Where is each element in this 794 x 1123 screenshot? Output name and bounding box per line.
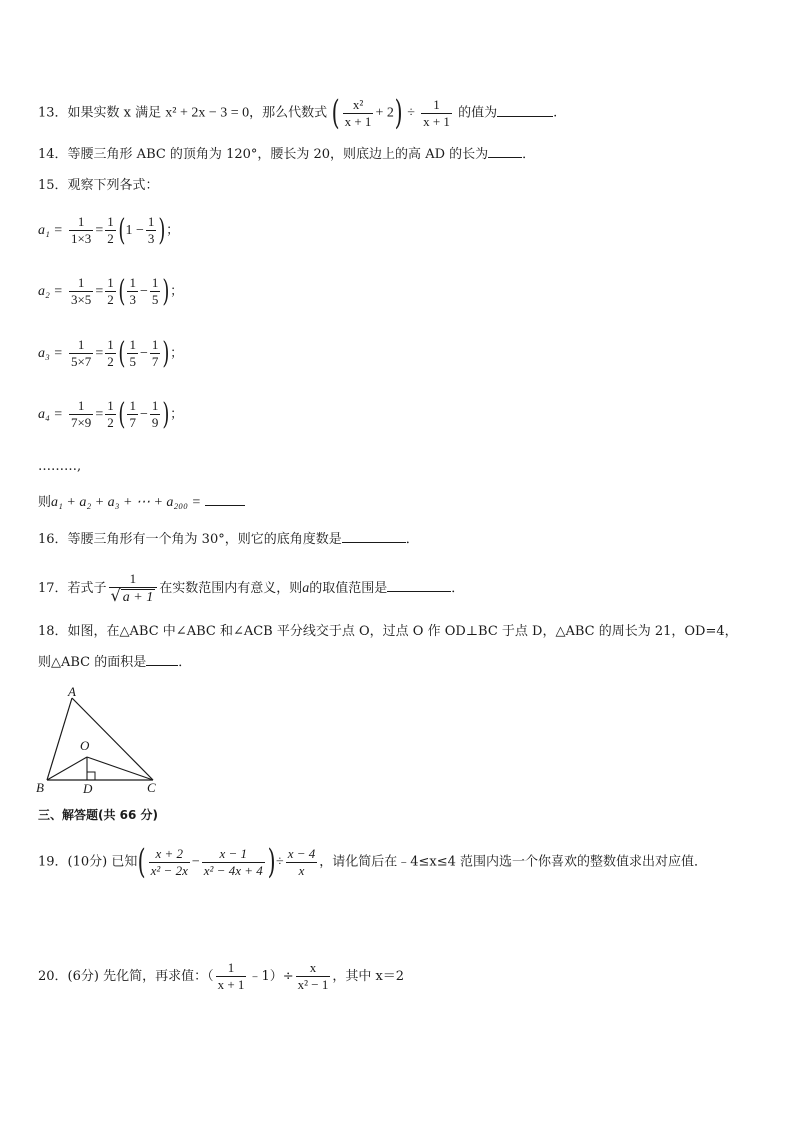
q13-divide: ÷	[407, 105, 415, 121]
row-half: $\frac{1}{2}$	[107, 275, 114, 307]
answer-blank	[497, 104, 553, 117]
row-term: $\frac{1}{3}$	[147, 214, 155, 246]
label-a: A	[68, 686, 76, 699]
q18-end: ．	[178, 655, 192, 670]
q13-plus2: + 2	[375, 105, 394, 121]
q16-text: 16．等腰三角形有一个角为 30°，则它的底角度数是	[38, 532, 342, 547]
row-minus: −	[139, 346, 148, 361]
left-paren: (	[331, 93, 340, 133]
q15-sum	[38, 493, 245, 513]
q13-fraction-1: $\frac{\text{x²}}{x + 1}$	[344, 96, 372, 129]
row-half: $\frac{1}{2}$	[107, 398, 114, 430]
answer-blank	[205, 493, 245, 506]
label-c: C	[147, 780, 156, 795]
left-paren: (	[118, 335, 126, 371]
sqrt-content: a + 1	[122, 590, 154, 605]
row-eq: =	[95, 284, 104, 299]
q17-text: 在实数范围内有意义，则	[159, 581, 303, 596]
q13-end: .	[553, 105, 558, 121]
q20-text: ，其中 x＝2	[332, 969, 405, 984]
q13-text3: 的值为	[458, 105, 498, 121]
q13-fraction-2: $\frac{1}{x + 1}$	[423, 96, 450, 129]
row-end: ；	[170, 407, 184, 422]
left-paren: (	[138, 842, 146, 882]
q15-row-3	[38, 337, 183, 370]
q17-var: a	[302, 581, 310, 596]
answer-blank	[488, 145, 522, 158]
label-o: O	[80, 738, 90, 753]
right-paren: )	[267, 842, 276, 882]
q19-fraction-3: $\frac{x - 4}{x}$	[287, 845, 316, 878]
q15-row-4	[38, 398, 183, 431]
row-term-b: $\frac{1}{9}$	[151, 398, 159, 430]
question-20	[38, 960, 404, 993]
q14-end: ．	[522, 147, 536, 162]
q17-text2: 的取值范围是	[309, 581, 388, 596]
question-18-line2	[38, 653, 191, 673]
row-end: ；	[166, 223, 180, 238]
row-eq: =	[95, 407, 104, 422]
question-16	[38, 530, 419, 550]
row-fraction: $\frac{1}{5\times 7}$	[70, 337, 92, 369]
row-eq: =	[95, 346, 104, 361]
section-3-heading: 三、解答题(共 66 分)	[38, 808, 159, 822]
row-end: ；	[170, 346, 184, 361]
q19-divide: ÷	[276, 854, 284, 870]
row-fraction: $\frac{1}{7\times 9}$	[70, 398, 92, 430]
row-term-b: $\frac{1}{7}$	[151, 337, 159, 369]
q20-fraction-1: $\frac{1}{x + 1}$	[217, 960, 245, 992]
left-paren: (	[118, 212, 126, 248]
row-half: $\frac{1}{2}$	[107, 337, 114, 369]
q15-row-1	[38, 214, 179, 247]
answer-blank	[387, 579, 451, 592]
right-paren: )	[158, 212, 166, 248]
sum-expression: a₁ + a₂ + a₃ + ⋯ + a₂₀₀ =	[51, 495, 201, 510]
q13-text2: ，那么代数式	[249, 105, 328, 121]
row-term-a: $\frac{1}{7}$	[129, 398, 136, 430]
question-15-title: 15．观察下列各式：	[38, 178, 159, 193]
sqrt-sign-icon: √	[110, 586, 121, 605]
row-lhs: a₂ =	[38, 284, 63, 299]
left-paren: (	[118, 273, 126, 309]
triangle-figure	[34, 686, 164, 796]
q19-fraction-1: $\frac{x + 2}{\text{x² − 2x}}$	[150, 845, 188, 878]
row-lhs: a₁ =	[38, 223, 63, 238]
q15-row-2	[38, 275, 183, 308]
question-13	[38, 93, 558, 133]
q18-line2-text: 则△ABC 的面积是	[38, 655, 147, 670]
row-end: ；	[170, 284, 184, 299]
q17-prefix: 17．若式子	[38, 581, 107, 596]
sum-prefix: 则	[38, 495, 52, 510]
row-half: $\frac{1}{2}$	[107, 214, 114, 246]
row-fraction: $\frac{1}{1\times 3}$	[70, 214, 92, 246]
right-angle-mark	[87, 772, 95, 780]
right-paren: )	[394, 93, 403, 133]
q13-number: 13．	[38, 105, 68, 121]
question-14	[38, 145, 535, 165]
q15-dots: ………,	[38, 459, 82, 474]
q19-minus: −	[191, 854, 200, 870]
q13-condition: x² + 2x − 3 = 0	[165, 105, 250, 121]
row-term-a: $\frac{1}{5}$	[129, 337, 136, 369]
segment-co	[87, 757, 153, 780]
right-paren: )	[162, 273, 170, 309]
answer-blank	[146, 653, 178, 666]
row-fraction: $\frac{1}{3\times 5}$	[70, 275, 92, 307]
q16-end: ．	[405, 532, 419, 547]
answer-blank	[342, 530, 406, 543]
left-paren: (	[118, 396, 126, 432]
question-18-line1: 18．如图，在△ABC 中∠ABC 和∠ACB 平分线交于点 O，过点 O 作 OD⊥BC 于点 D，△ABC 的周长为 21，OD=4，	[38, 624, 738, 639]
q20-prefix: 20．(6分) 先化简，再求值：（	[38, 969, 214, 984]
row-eq: =	[95, 223, 104, 238]
right-paren: )	[162, 396, 170, 432]
row-lhs: a₄ =	[38, 407, 63, 422]
right-paren: )	[162, 335, 170, 371]
q20-fraction-2: $\frac{x}{\text{x² − 1}}$	[297, 960, 329, 992]
question-19	[38, 842, 708, 882]
q13-text1: 如果实数 x 满足	[67, 105, 166, 121]
q19-fraction-2: $\frac{x - 1}{\text{x² − 4x + 4}}$	[203, 845, 263, 878]
row-lhs: a₃ =	[38, 346, 63, 361]
row-term-b: $\frac{1}{5}$	[151, 275, 159, 307]
row-term-a: $\frac{1}{3}$	[129, 275, 136, 307]
q19-text: ，请化简后在﹣4≤x≤4 范围内选一个你喜欢的整数值求出对应值．	[319, 854, 708, 870]
q14-text: 14．等腰三角形 ABC 的顶角为 120°，腰长为 20，则底边上的高 AD 的长为	[38, 147, 489, 162]
question-17	[38, 571, 464, 606]
row-one: 1 −	[125, 223, 144, 238]
row-minus: −	[139, 407, 148, 422]
q20-minus1: ﹣1）÷	[248, 969, 294, 984]
q17-end: ．	[451, 581, 465, 596]
label-b: B	[36, 780, 44, 795]
row-minus: −	[139, 284, 148, 299]
q17-fraction: $\frac{1}{√ a + 1}$	[109, 571, 158, 606]
label-d: D	[83, 781, 93, 796]
q19-prefix: 19．(10分) 已知	[38, 854, 138, 870]
